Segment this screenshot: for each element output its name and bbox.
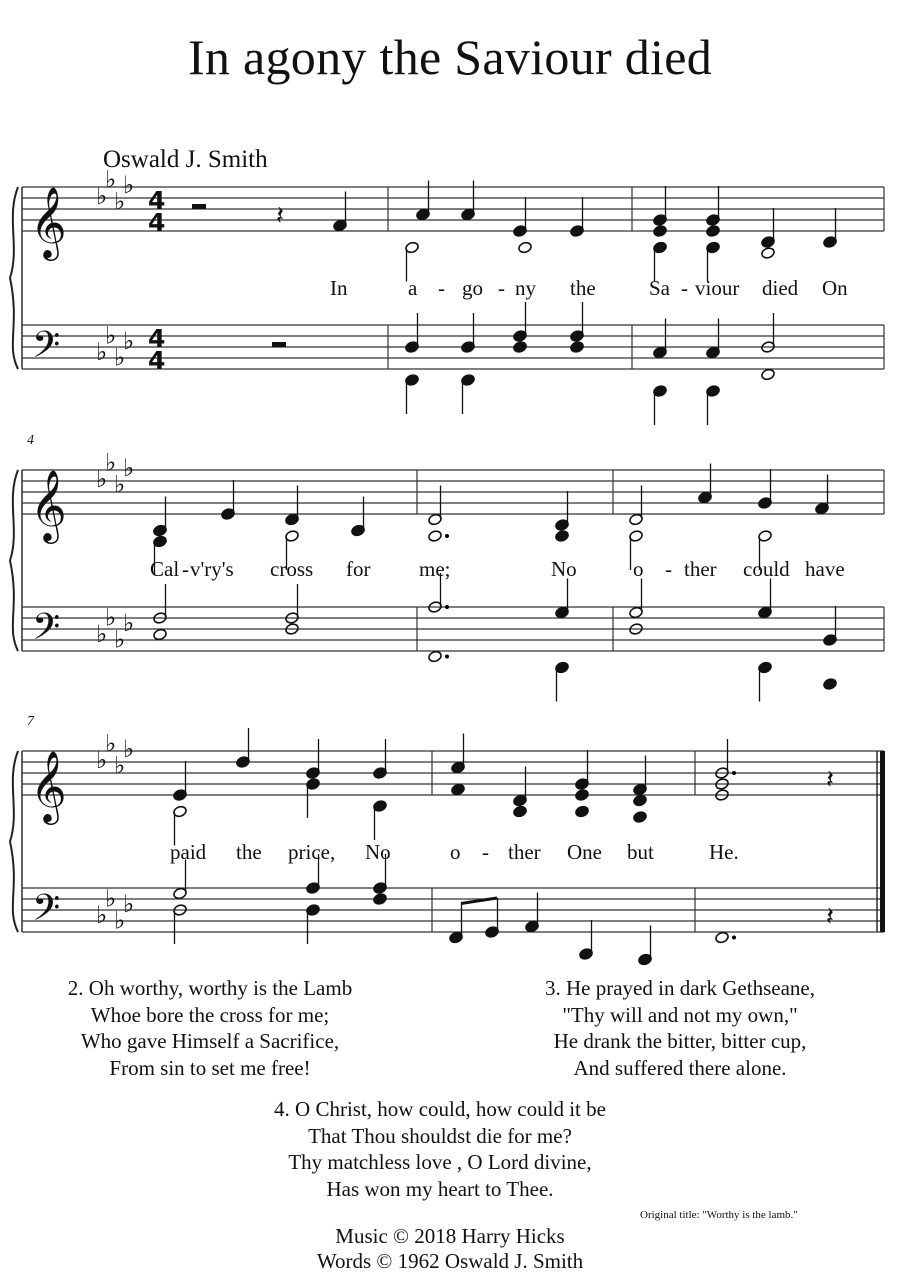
time-signature-top: 4 (148, 324, 166, 353)
flat-icon: ♭ (114, 751, 126, 780)
lyric-syllable: No (365, 840, 391, 864)
note-head (633, 811, 648, 824)
lyric-syllable: o (450, 840, 461, 864)
note-head (513, 341, 528, 354)
note-head (513, 805, 528, 818)
flat-icon: ♭ (105, 448, 117, 477)
half-note-head (715, 931, 730, 944)
treble-clef-icon: 𝄞 (30, 185, 67, 258)
brace (10, 751, 18, 932)
note-head (575, 805, 590, 818)
note-head (706, 225, 721, 238)
flat-icon: ♭ (123, 890, 135, 918)
quarter-rest-icon: 𝄽 (826, 765, 834, 795)
verse-line: 4. O Christ, how could, how could it be (274, 1097, 606, 1121)
lyric-syllable: a (408, 276, 418, 300)
half-rest-icon (272, 342, 286, 347)
lyric-syllable: Sa (649, 276, 670, 300)
treble-clef-icon: 𝄞 (30, 749, 67, 822)
treble-clef-icon: 𝄞 (30, 468, 67, 541)
lyric-syllable: - (438, 276, 445, 300)
lyric-syllable: died (762, 276, 799, 300)
flat-icon: ♭ (96, 901, 108, 929)
time-signature-top: 4 (148, 186, 166, 215)
lyric-syllable: He. (709, 840, 739, 864)
note-head (633, 794, 648, 807)
note-head (451, 783, 466, 796)
lyric-syllable: One (567, 840, 602, 864)
bass-clef-icon: 𝄢 (32, 324, 61, 375)
flat-icon: ♭ (105, 321, 117, 350)
lyric-syllable: No (551, 557, 577, 581)
lyric-syllable: me; (419, 557, 451, 581)
composer-credit: Oswald J. Smith (103, 146, 268, 173)
verse-2 (10, 975, 410, 1081)
verse-line: Who gave Himself a Sacrifice, (80, 1029, 340, 1053)
measure-number: 7 (27, 714, 34, 729)
lyric-syllable: ther (508, 840, 541, 864)
flat-icon: ♭ (123, 609, 135, 637)
time-signature-bottom: 4 (148, 346, 166, 375)
lyric-syllable: price, (288, 840, 336, 864)
note-head (373, 893, 388, 906)
lyric-syllable: - (681, 276, 688, 300)
brace (10, 187, 18, 369)
brace (10, 470, 18, 651)
lyric-syllable: the (570, 276, 596, 300)
verse-line: That Thou shouldst die for me? (308, 1123, 572, 1148)
verse-line: He drank the bitter, bitter cup, (553, 1029, 807, 1053)
lyric-syllable: Cal (150, 557, 180, 581)
lyric-syllable: v'ry's (190, 557, 234, 581)
lyric-syllable: In (330, 276, 348, 300)
time-signature-bottom: 4 (148, 208, 166, 237)
note-head (555, 530, 570, 543)
lyric-syllable: o (633, 557, 644, 581)
augmentation-dot (445, 534, 449, 538)
lyric-syllable: have (805, 557, 845, 581)
music-credit: Music © 2018 Harry Hicks (335, 1224, 565, 1248)
augmentation-dot (732, 771, 736, 775)
half-note-head (153, 628, 168, 641)
verse-line: Thy matchless love , O Lord divine, (288, 1150, 592, 1174)
lyric-syllable: could (743, 557, 790, 581)
half-note-head (428, 650, 443, 663)
lyric-syllable: - (482, 840, 489, 864)
half-note-head (761, 368, 776, 381)
lyric-syllable: - (498, 276, 505, 300)
lyric-syllable: paid (170, 840, 207, 864)
flat-icon: ♭ (114, 625, 126, 654)
flat-icon: ♭ (96, 746, 108, 774)
half-note-head (428, 530, 443, 543)
note-head (570, 341, 585, 354)
verse-line: Has won my heart to Thee. (326, 1176, 554, 1201)
verse-line: 2. Oh worthy, worthy is the Lamb (67, 976, 353, 1000)
words-credit: Words © 1962 Oswald J. Smith (316, 1249, 584, 1273)
half-rest-icon (192, 204, 206, 209)
flat-icon: ♭ (105, 729, 117, 758)
lyric-syllable: but (627, 840, 654, 864)
lyric-syllable: ther (684, 557, 717, 581)
bass-clef-icon: 𝄢 (32, 606, 61, 657)
flat-icon: ♭ (114, 343, 126, 372)
augmentation-dot (445, 605, 449, 609)
lyric-syllable: cross (270, 557, 314, 581)
lyric-syllable: go (462, 276, 483, 300)
copyright-credits (230, 1224, 670, 1274)
flat-icon: ♭ (123, 327, 135, 355)
flat-icon: ♭ (114, 187, 126, 216)
page-title: In agony the Saviour died (187, 29, 713, 85)
flat-icon: ♭ (123, 735, 135, 763)
flat-icon: ♭ (96, 338, 108, 366)
verse-line: 3. He prayed in dark Gethseane, (545, 976, 815, 1000)
lyric-syllable: - (182, 557, 189, 581)
flat-icon: ♭ (123, 171, 135, 199)
verse-line: Whoe bore the cross for me; (90, 1002, 330, 1027)
note-head (653, 225, 668, 238)
lyric-syllable: ny (515, 276, 536, 300)
augmentation-dot (445, 655, 449, 659)
quarter-rest-icon: 𝄽 (826, 902, 834, 932)
verse-line: "Thy will and not my own," (562, 1002, 798, 1027)
original-title-note: Original title: "Worthy is the lamb." (640, 1209, 798, 1221)
flat-icon: ♭ (105, 884, 117, 913)
quarter-rest-icon: 𝄽 (276, 201, 284, 231)
half-note-head (761, 247, 776, 260)
verse-line: From sin to set me free! (109, 1055, 311, 1080)
flat-icon: ♭ (114, 906, 126, 935)
flat-icon: ♭ (96, 465, 108, 493)
measure-number: 4 (27, 433, 34, 448)
augmentation-dot (732, 936, 736, 940)
bass-clef-icon: 𝄢 (32, 887, 61, 938)
verse-4 (240, 1096, 640, 1202)
flat-icon: ♭ (96, 620, 108, 648)
lyric-syllable: for (346, 557, 371, 581)
lyric-syllable: - (665, 557, 672, 581)
half-note-head (518, 241, 533, 254)
flat-icon: ♭ (105, 165, 117, 194)
verse-3 (480, 975, 880, 1081)
lyric-syllable: viour (695, 276, 740, 300)
verse-line: And suffered there alone. (573, 1055, 787, 1080)
flat-icon: ♭ (105, 603, 117, 632)
flat-icon: ♭ (96, 182, 108, 210)
note-head (823, 678, 838, 691)
flat-icon: ♭ (114, 470, 126, 499)
flat-icon: ♭ (123, 454, 135, 482)
lyric-syllable: the (236, 840, 262, 864)
lyric-syllable: On (822, 276, 848, 300)
note-head (575, 789, 590, 802)
final-barline (880, 751, 885, 932)
